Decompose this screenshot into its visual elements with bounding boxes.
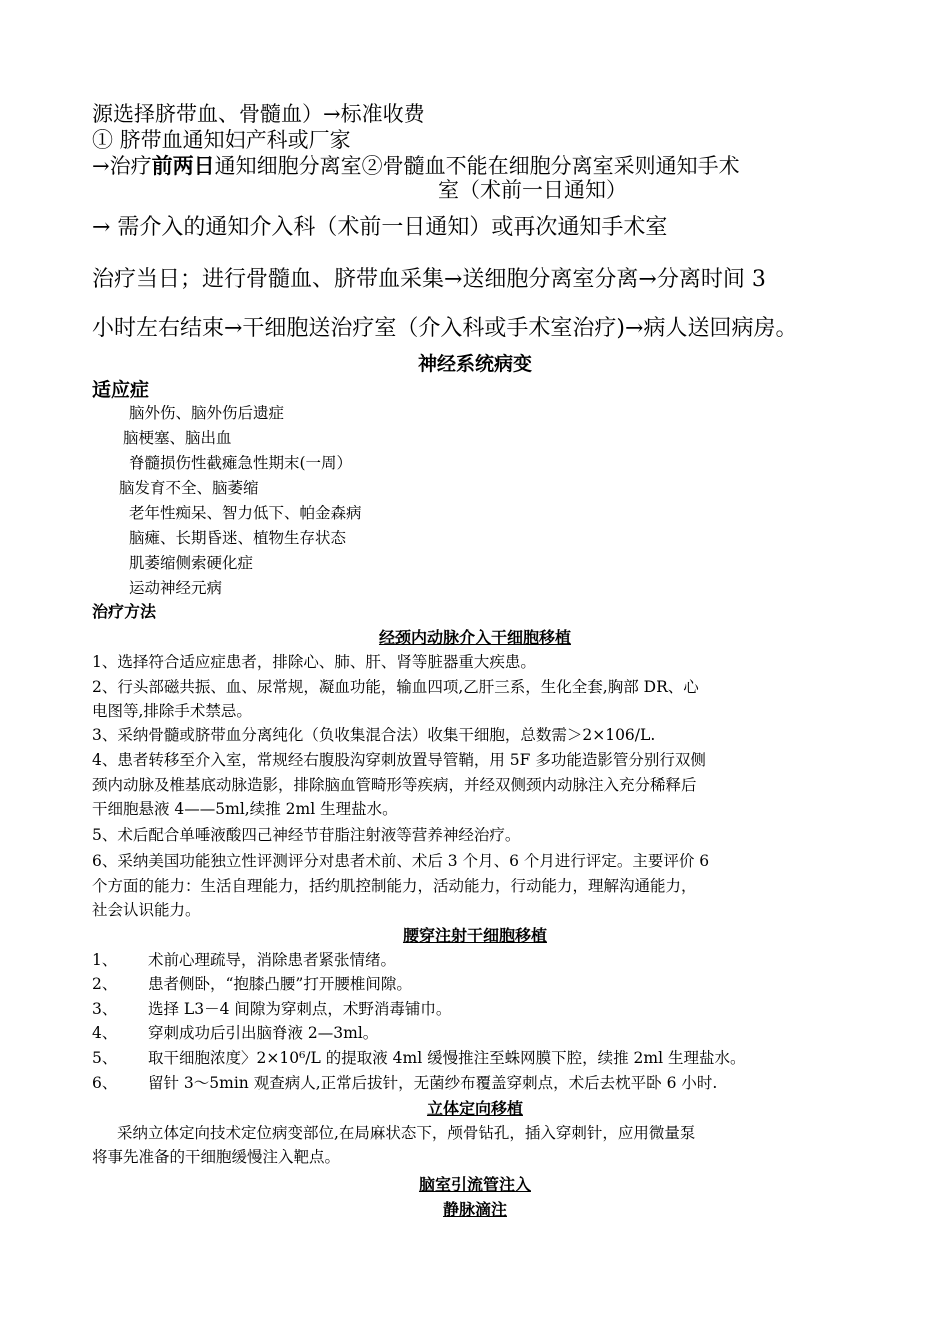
lumbar-item-number: 2、	[92, 975, 118, 993]
lumbar-item	[92, 1046, 745, 1068]
flow-line-6: 治疗当日；进行骨髓血、脐带血采集→送细胞分离室分离→分离时间 3	[92, 267, 766, 292]
indication-item: 脑外伤、脑外伤后遗症	[129, 404, 285, 422]
lumbar-item-number: 3、	[92, 1000, 118, 1018]
flow-line-2: ① 脐带血通知妇产科或厂家	[92, 128, 351, 152]
stereo-line: 采纳立体定向技术定位病变部位,在局麻状态下，颅骨钻孔，插入穿刺针，应用微量泵	[117, 1124, 696, 1142]
carotid-line: 6、采纳美国功能独立性评测评分对患者术前、术后 3 个月、6 个月进行评定。主要评价 6	[92, 852, 710, 870]
lumbar-item-number: 5、	[92, 1049, 118, 1067]
flow-line-3-bold: 前两日	[151, 154, 215, 178]
stereo-line: 将事先准备的干细胞缓慢注入靶点。	[92, 1148, 341, 1166]
carotid-line: 5、术后配合单唾液酸四己神经节苷脂注射液等营养神经治疗。	[92, 826, 521, 844]
flow-line-4: 室（术前一日通知）	[438, 178, 627, 202]
lumbar-item-text: 取干细胞浓度〉2×10⁶/L 的提取液 4ml 缓慢推注至蛛网膜下腔，续推 2ml 生理盐水。	[148, 1049, 746, 1067]
lumbar-item-number: 6、	[92, 1074, 118, 1092]
carotid-line: 干细胞悬液 4——5ml,续推 2ml 生理盐水。	[92, 800, 398, 818]
carotid-line: 3、采纳骨髓或脐带血分离纯化（负收集混合法）收集干细胞，总数需＞2×106/L.	[92, 726, 656, 744]
flow-line-5: → 需介入的通知介入科（术前一日通知）或再次通知手术室	[92, 215, 668, 240]
lumbar-item	[92, 1071, 717, 1093]
stereo-title: 立体定向移植	[426, 1099, 523, 1118]
lumbar-item-text: 患者侧卧，“抱膝凸腰”打开腰椎间隙。	[148, 975, 412, 993]
iv-title: 静脉滴注	[442, 1200, 507, 1219]
carotid-line: 4、患者转移至介入室，常规经右腹股沟穿刺放置导管鞘，用 5F 多功能造影管分别行双侧	[92, 751, 706, 769]
ventricle-title: 脑室引流管注入	[418, 1175, 531, 1194]
flow-line-7: 小时左右结束→干细胞送治疗室（介入科或手术室治疗)→病人送回病房。	[92, 316, 798, 341]
lumbar-item-text: 术前心理疏导，消除患者紧张情绪。	[148, 951, 397, 969]
treatment-heading: 治疗方法	[92, 602, 157, 621]
lumbar-item	[92, 948, 396, 970]
lumbar-item-number: 4、	[92, 1024, 118, 1042]
flow-line-1: 源选择脐带血、骨髓血）→标准收费	[92, 102, 425, 126]
carotid-title: 经颈内动脉介入干细胞移植	[378, 628, 571, 647]
indication-item: 老年性痴呆、智力低下、帕金森病	[129, 504, 362, 522]
lumbar-item-text: 选择 L3－4 间隙为穿刺点，术野消毒铺巾。	[148, 1000, 452, 1018]
indication-item: 脑瘫、长期昏迷、植物生存状态	[129, 529, 347, 547]
carotid-line: 颈内动脉及椎基底动脉造影，排除脑血管畸形等疾病，并经双侧颈内动脉注入充分稀释后	[92, 776, 697, 794]
indication-item: 脑梗塞、脑出血	[123, 429, 232, 447]
lumbar-item	[92, 997, 451, 1019]
carotid-line: 个方面的能力：生活自理能力，括约肌控制能力，活动能力，行动能力，理解沟通能力，	[92, 877, 697, 895]
lumbar-item	[92, 1021, 378, 1043]
lumbar-title: 腰穿注射干细胞移植	[402, 926, 547, 945]
carotid-line: 社会认识能力。	[92, 901, 201, 919]
indication-item: 肌萎缩侧索硬化症	[129, 554, 254, 572]
section-title: 神经系统病变	[417, 353, 532, 375]
carotid-line: 1、选择符合适应症患者，排除心、肺、肝、肾等脏器重大疾患。	[92, 653, 536, 671]
indication-item: 脑发育不全、脑萎缩	[119, 479, 259, 497]
carotid-line: 电图等,排除手术禁忌。	[92, 702, 252, 720]
lumbar-item-number: 1、	[92, 951, 118, 969]
lumbar-item-text: 穿刺成功后引出脑脊液 2—3ml。	[148, 1024, 379, 1042]
lumbar-item-text: 留针 3～5min 观查病人,正常后拔针，无菌纱布覆盖穿刺点，术后去枕平卧 6 小时.	[148, 1074, 718, 1092]
indications-heading: 适应症	[92, 379, 150, 401]
flow-line-3	[92, 150, 740, 180]
flow-line-3-pre: →治疗	[92, 154, 152, 178]
flow-line-3-post: 通知细胞分离室②骨髓血不能在细胞分离室采则通知手术	[214, 154, 740, 178]
lumbar-item	[92, 972, 412, 994]
carotid-line: 2、行头部磁共振、血、尿常规，凝血功能，输血四项,乙肝三系，生化全套,胸部 DR、心	[92, 678, 699, 696]
indication-item: 脊髓损伤性截瘫急性期末(一周）	[129, 454, 353, 472]
indication-item: 运动神经元病	[129, 579, 223, 597]
